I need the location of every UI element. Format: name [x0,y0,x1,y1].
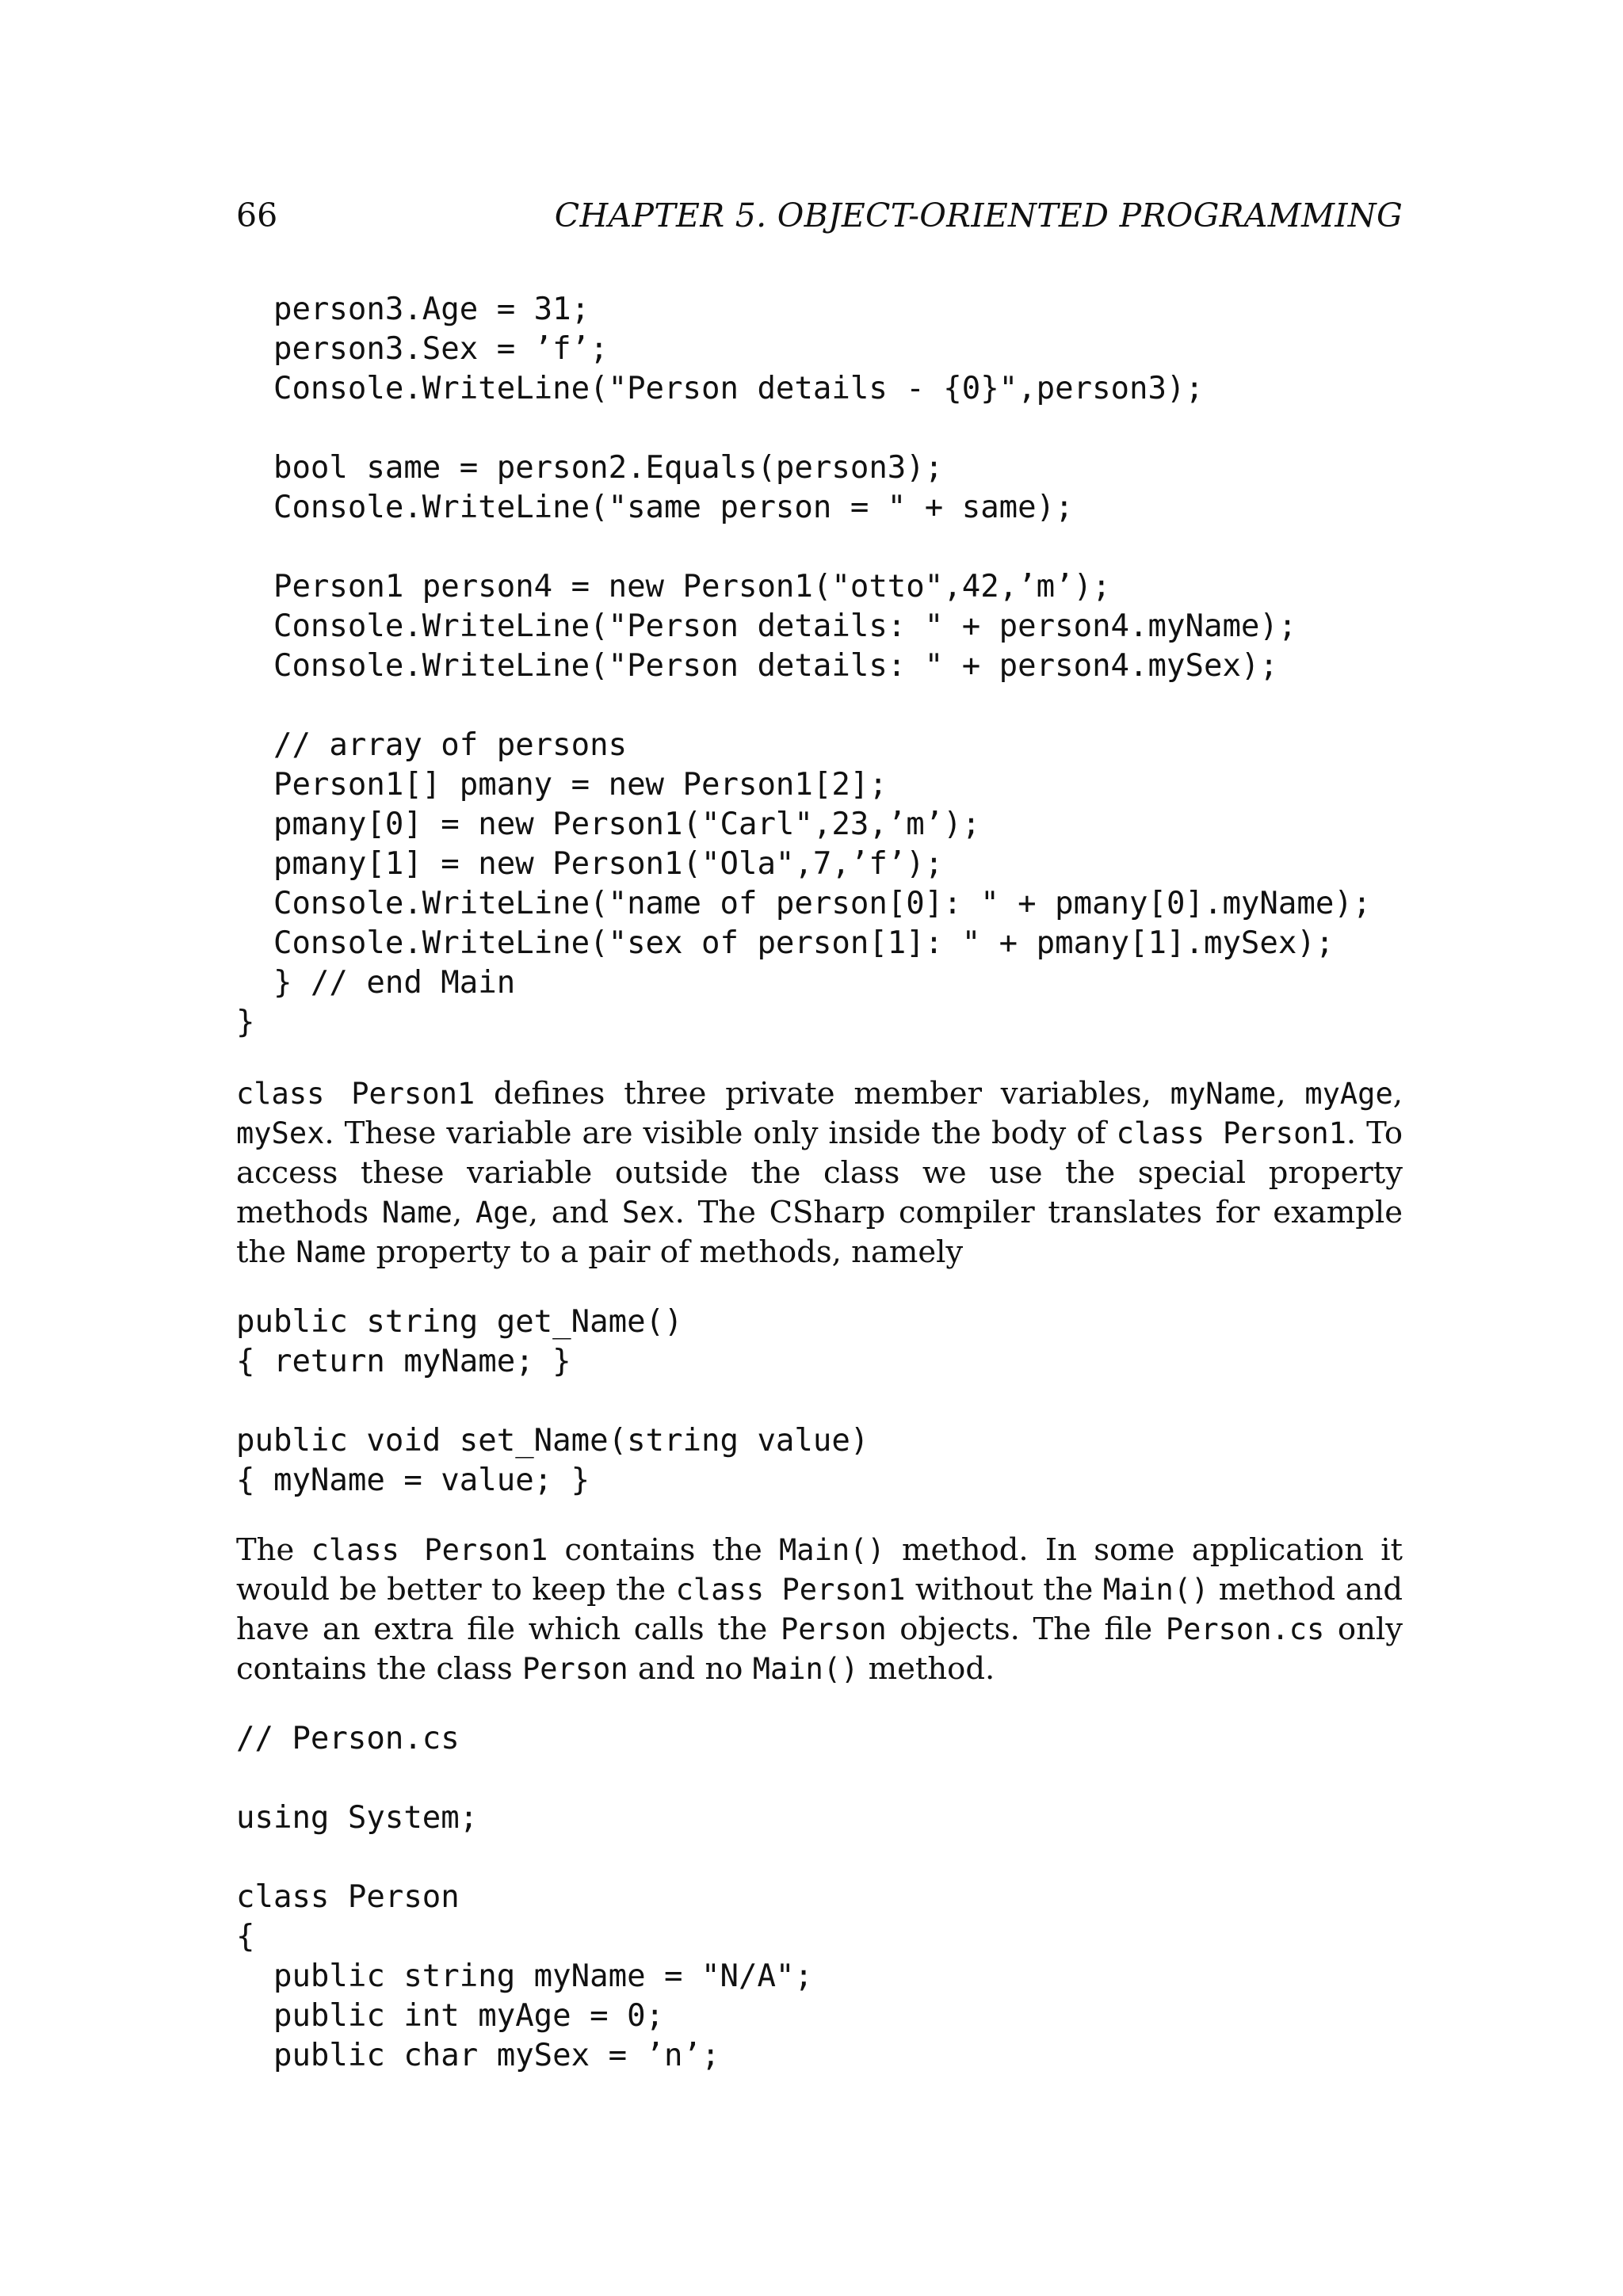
code-block-main-method: person3.Age = 31; person3.Sex = ’f’; Console.WriteLine("Person details - {0}",person3); bool same = person2.Equals(person3); Console.WriteLine("same person = " + same); Person1 person4 = new Person1("otto",42,’m’); Console.WriteLine("Person details: " + person4.myName); Console.WriteLine("Person details: " + person4.mySex); // array of persons Person1[] pmany = new Person1[2]; pmany[0] = new Person1("Carl",23,’m’); pmany[1] = new Person1("Ola",7,’f’); Console.WriteLine("name of person[0]: " + pmany[0].myName); Console.WriteLine("sex of person[1]: " + pmany[1].mySex); } // end Main } [236,292,1372,1040]
inline-code: Main() [779,1533,885,1567]
inline-code: myAge [1304,1077,1393,1111]
code-block-person-class: // Person.cs using System; class Person { public string myName = "N/A"; public int myAge = 0; public char mySex = ’n’; [236,1721,813,2073]
chapter-title: CHAPTER 5. OBJECT-ORIENTED PROGRAMMING [554,196,1403,235]
text-run: . The CSharp compiler translates for example the [236,1195,1403,1270]
inline-code: mySex [236,1116,325,1150]
text-run: only contains the class [236,1611,1403,1687]
text-run: , [1392,1076,1403,1112]
text-run: , and [528,1195,622,1230]
text-run: defines three private member variables, [475,1076,1170,1112]
text-run: method and have an extra file which calls the [236,1572,1403,1647]
inline-code: Name [296,1235,367,1269]
inline-code: class Person1 [311,1533,548,1567]
text-run: property to a pair of methods, namely [366,1234,964,1270]
inline-code: class Person1 [236,1077,475,1111]
inline-code: Main() [1102,1573,1209,1607]
text-run: The [236,1532,311,1568]
inline-code: class Person1 [675,1573,906,1607]
text-run: . To access these variable outside the class we use the special property methods [236,1116,1403,1230]
inline-code: class Person1 [1116,1116,1346,1150]
inline-code: Main() [752,1652,859,1686]
code-block-accessors: public string get_Name() { return myName; } public void set_Name(string value) { myName = value; } [236,1304,869,1498]
text-run: , [1276,1076,1305,1112]
text-run: and no [628,1651,753,1687]
page-number: 66 [236,196,278,235]
inline-code: Name [381,1196,453,1230]
inline-code: Person.cs [1165,1612,1325,1646]
inline-code: myName [1170,1077,1277,1111]
text-run: , [452,1195,475,1230]
text-run: objects. The file [886,1611,1166,1647]
paragraph-main-method [236,1531,1403,1689]
inline-code: Sex [621,1196,675,1230]
text-run: method. [858,1651,995,1687]
text-run: . These variable are visible only inside the body of [324,1116,1117,1151]
paragraph-properties [236,1074,1403,1272]
inline-code: Person [780,1612,887,1646]
text-run: contains the [548,1532,780,1568]
page-header [236,196,1403,244]
inline-code: Age [475,1196,529,1230]
text-run: method. In some application it would be better to keep the [236,1532,1403,1608]
inline-code: Person [521,1652,628,1686]
text-run: without the [905,1572,1103,1608]
